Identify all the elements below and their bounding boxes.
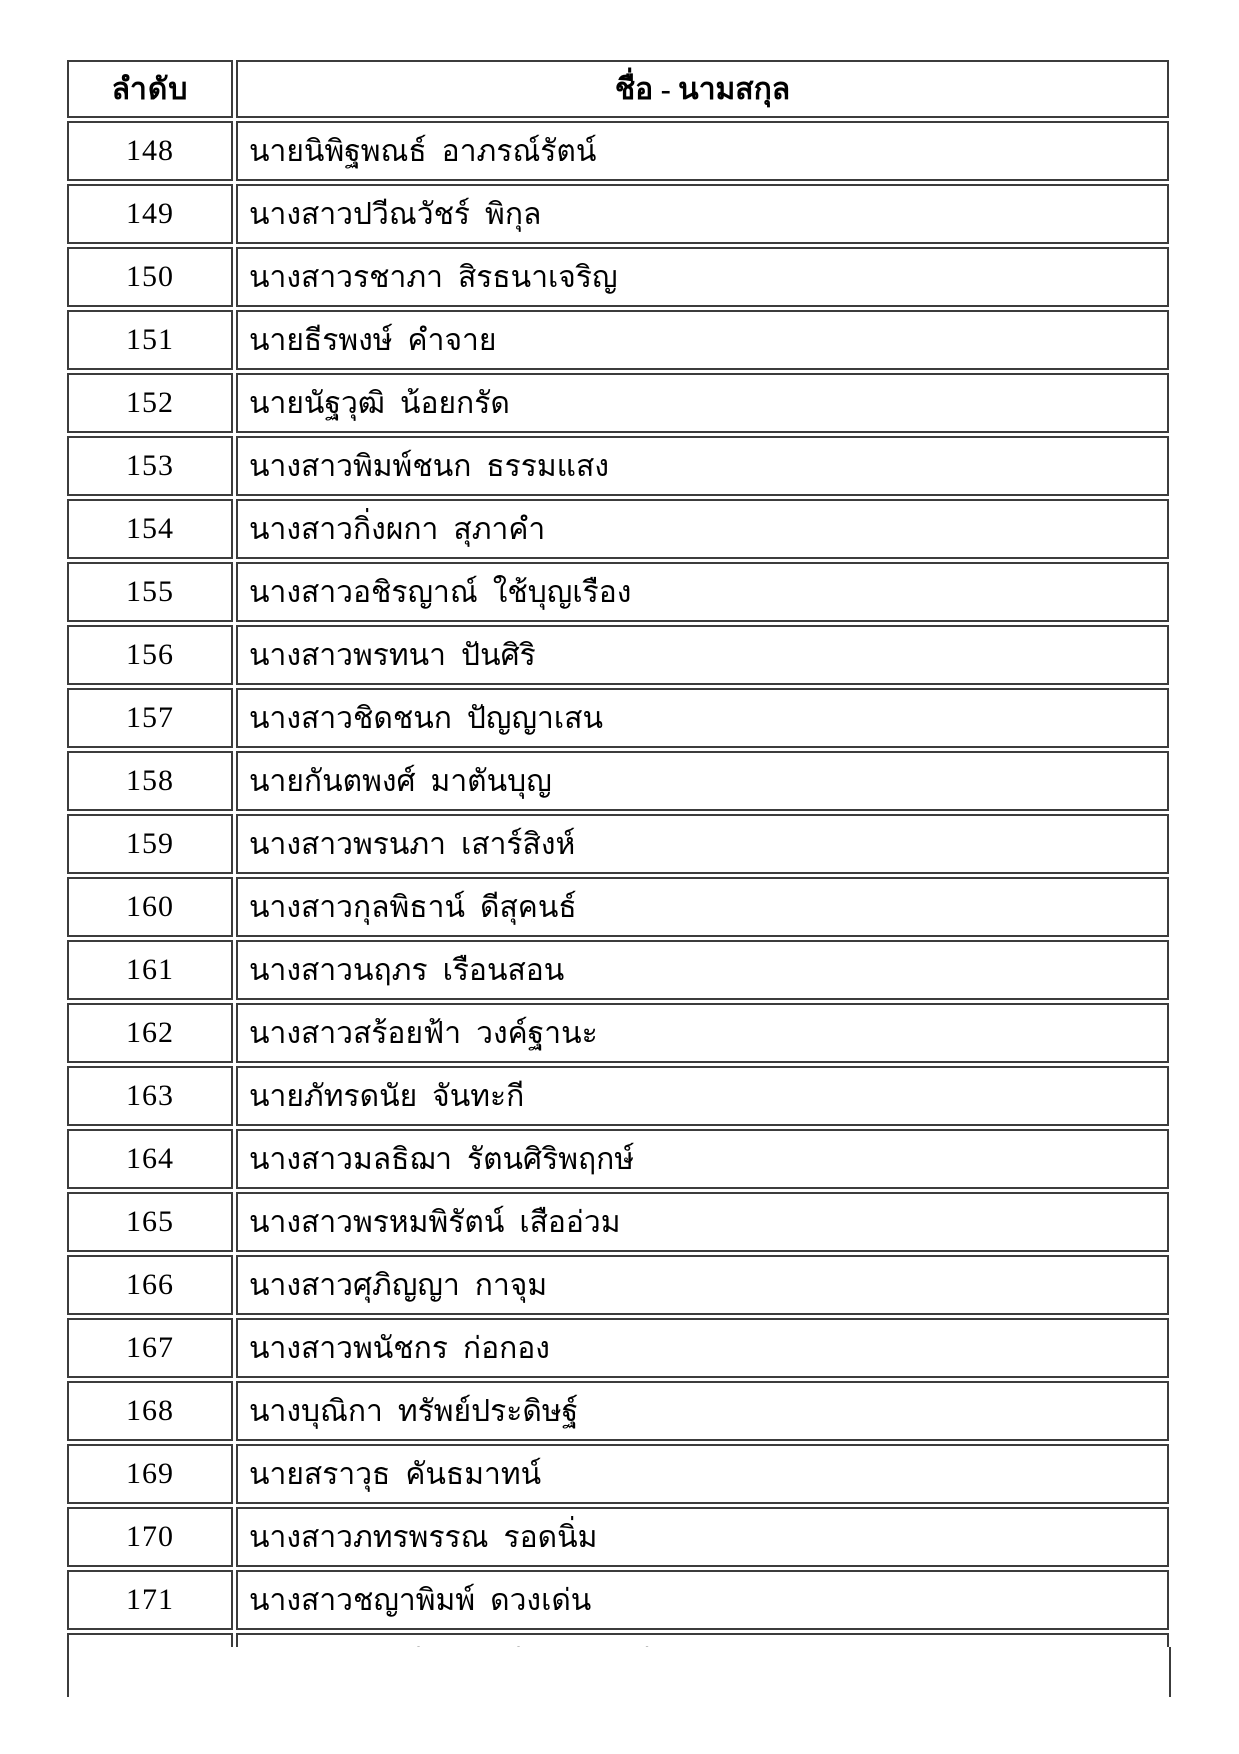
row-number-cell: 153	[67, 436, 233, 496]
next-row-partial	[67, 1647, 1171, 1697]
row-number-cell: 165	[67, 1192, 233, 1252]
table-row	[67, 814, 1169, 874]
row-name-cell: นายภัทรดนัย จันทะกี	[236, 1066, 1169, 1126]
table-row	[67, 877, 1169, 937]
table-row	[67, 1129, 1169, 1189]
row-number-cell: 157	[67, 688, 233, 748]
row-name-cell: นางสาวนฤภร เรือนสอน	[236, 940, 1169, 1000]
table-row	[67, 373, 1169, 433]
row-number-cell: 166	[67, 1255, 233, 1315]
header-cell-name: ชื่อ - นามสกุล	[236, 60, 1169, 118]
row-number-cell: 168	[67, 1381, 233, 1441]
row-name-cell: นางสาวภทรพรรณ รอดนิ่ม	[236, 1507, 1169, 1567]
header-row	[67, 60, 1169, 118]
row-name-cell: นางสาวปวีณวัชร์ พิกุล	[236, 184, 1169, 244]
table-row	[67, 562, 1169, 622]
table-row	[67, 121, 1169, 181]
row-number-cell: 160	[67, 877, 233, 937]
row-number-cell: 155	[67, 562, 233, 622]
header-cell-number: ลำดับ	[67, 60, 233, 118]
row-name-cell: นางสาวอชิรญาณ์ ใช้บุญเรือง	[236, 562, 1169, 622]
row-name-cell: นางสาวพรทนา ปันศิริ	[236, 625, 1169, 685]
table-row	[67, 436, 1169, 496]
row-number-cell: 161	[67, 940, 233, 1000]
row-number-cell: 156	[67, 625, 233, 685]
table-row	[67, 751, 1169, 811]
row-name-cell: นางสาวพนัชกร ก่อกอง	[236, 1318, 1169, 1378]
row-number-cell: 154	[67, 499, 233, 559]
row-number-cell: 151	[67, 310, 233, 370]
row-name-cell: นางสาวชญาพิมพ์ ดวงเด่น	[236, 1570, 1169, 1630]
row-number-cell: 162	[67, 1003, 233, 1063]
table-row	[67, 1318, 1169, 1378]
row-number-cell: 170	[67, 1507, 233, 1567]
table-row	[67, 1003, 1169, 1063]
row-name-cell: นายนัฐวุฒิ น้อยกรัด	[236, 373, 1169, 433]
row-name-cell: นางสาวศุภิญญา กาจุม	[236, 1255, 1169, 1315]
table-row	[67, 499, 1169, 559]
row-name-cell: นางสาวสร้อยฟ้า วงค์ฐานะ	[236, 1003, 1169, 1063]
row-number-cell: 159	[67, 814, 233, 874]
table-row	[67, 688, 1169, 748]
table-row	[67, 310, 1169, 370]
row-name-cell: นายนิพิฐพณธ์ อาภรณ์รัตน์	[236, 121, 1169, 181]
table-row	[67, 247, 1169, 307]
table-row	[67, 1381, 1169, 1441]
row-number-cell: 169	[67, 1444, 233, 1504]
row-name-cell: นางสาวพรหมพิรัตน์ เสืออ่วม	[236, 1192, 1169, 1252]
table-row	[67, 1066, 1169, 1126]
table-row	[67, 1570, 1169, 1630]
row-number-cell: 163	[67, 1066, 233, 1126]
row-name-cell: นางบุณิกา ทรัพย์ประดิษฐ์	[236, 1381, 1169, 1441]
row-name-cell: นางสาวพิมพ์ชนก ธรรมแสง	[236, 436, 1169, 496]
row-number-cell: 171	[67, 1570, 233, 1630]
table-row	[67, 184, 1169, 244]
table-row	[67, 625, 1169, 685]
row-name-cell: นางสาวรชาภา สิรธนาเจริญ	[236, 247, 1169, 307]
row-number-cell: 148	[67, 121, 233, 181]
row-name-cell: นายสราวุธ คันธมาทน์	[236, 1444, 1169, 1504]
row-number-cell: 167	[67, 1318, 233, 1378]
table-row	[67, 1192, 1169, 1252]
row-number-cell: 152	[67, 373, 233, 433]
name-list-table	[64, 57, 1172, 1696]
table-header	[67, 60, 1169, 118]
table-row	[67, 1255, 1169, 1315]
table-row	[67, 1507, 1169, 1567]
row-name-cell: นางสาวพรนภา เสาร์สิงห์	[236, 814, 1169, 874]
row-name-cell: นางสาวกุลพิธาน์ ดีสุคนธ์	[236, 877, 1169, 937]
row-name-cell: นายกันตพงศ์ มาตันบุญ	[236, 751, 1169, 811]
table-row	[67, 940, 1169, 1000]
table-row	[67, 1444, 1169, 1504]
table-body	[67, 121, 1169, 1693]
row-number-cell: 158	[67, 751, 233, 811]
row-name-cell: นางสาวชิดชนก ปัญญาเสน	[236, 688, 1169, 748]
row-number-cell: 164	[67, 1129, 233, 1189]
row-number-cell: 149	[67, 184, 233, 244]
row-number-cell: 150	[67, 247, 233, 307]
row-name-cell: นางสาวกิ่งผกา สุภาคำ	[236, 499, 1169, 559]
row-name-cell: นางสาวมลธิฌา รัตนศิริพฤกษ์	[236, 1129, 1169, 1189]
row-name-cell: นายธีรพงษ์ คำจาย	[236, 310, 1169, 370]
